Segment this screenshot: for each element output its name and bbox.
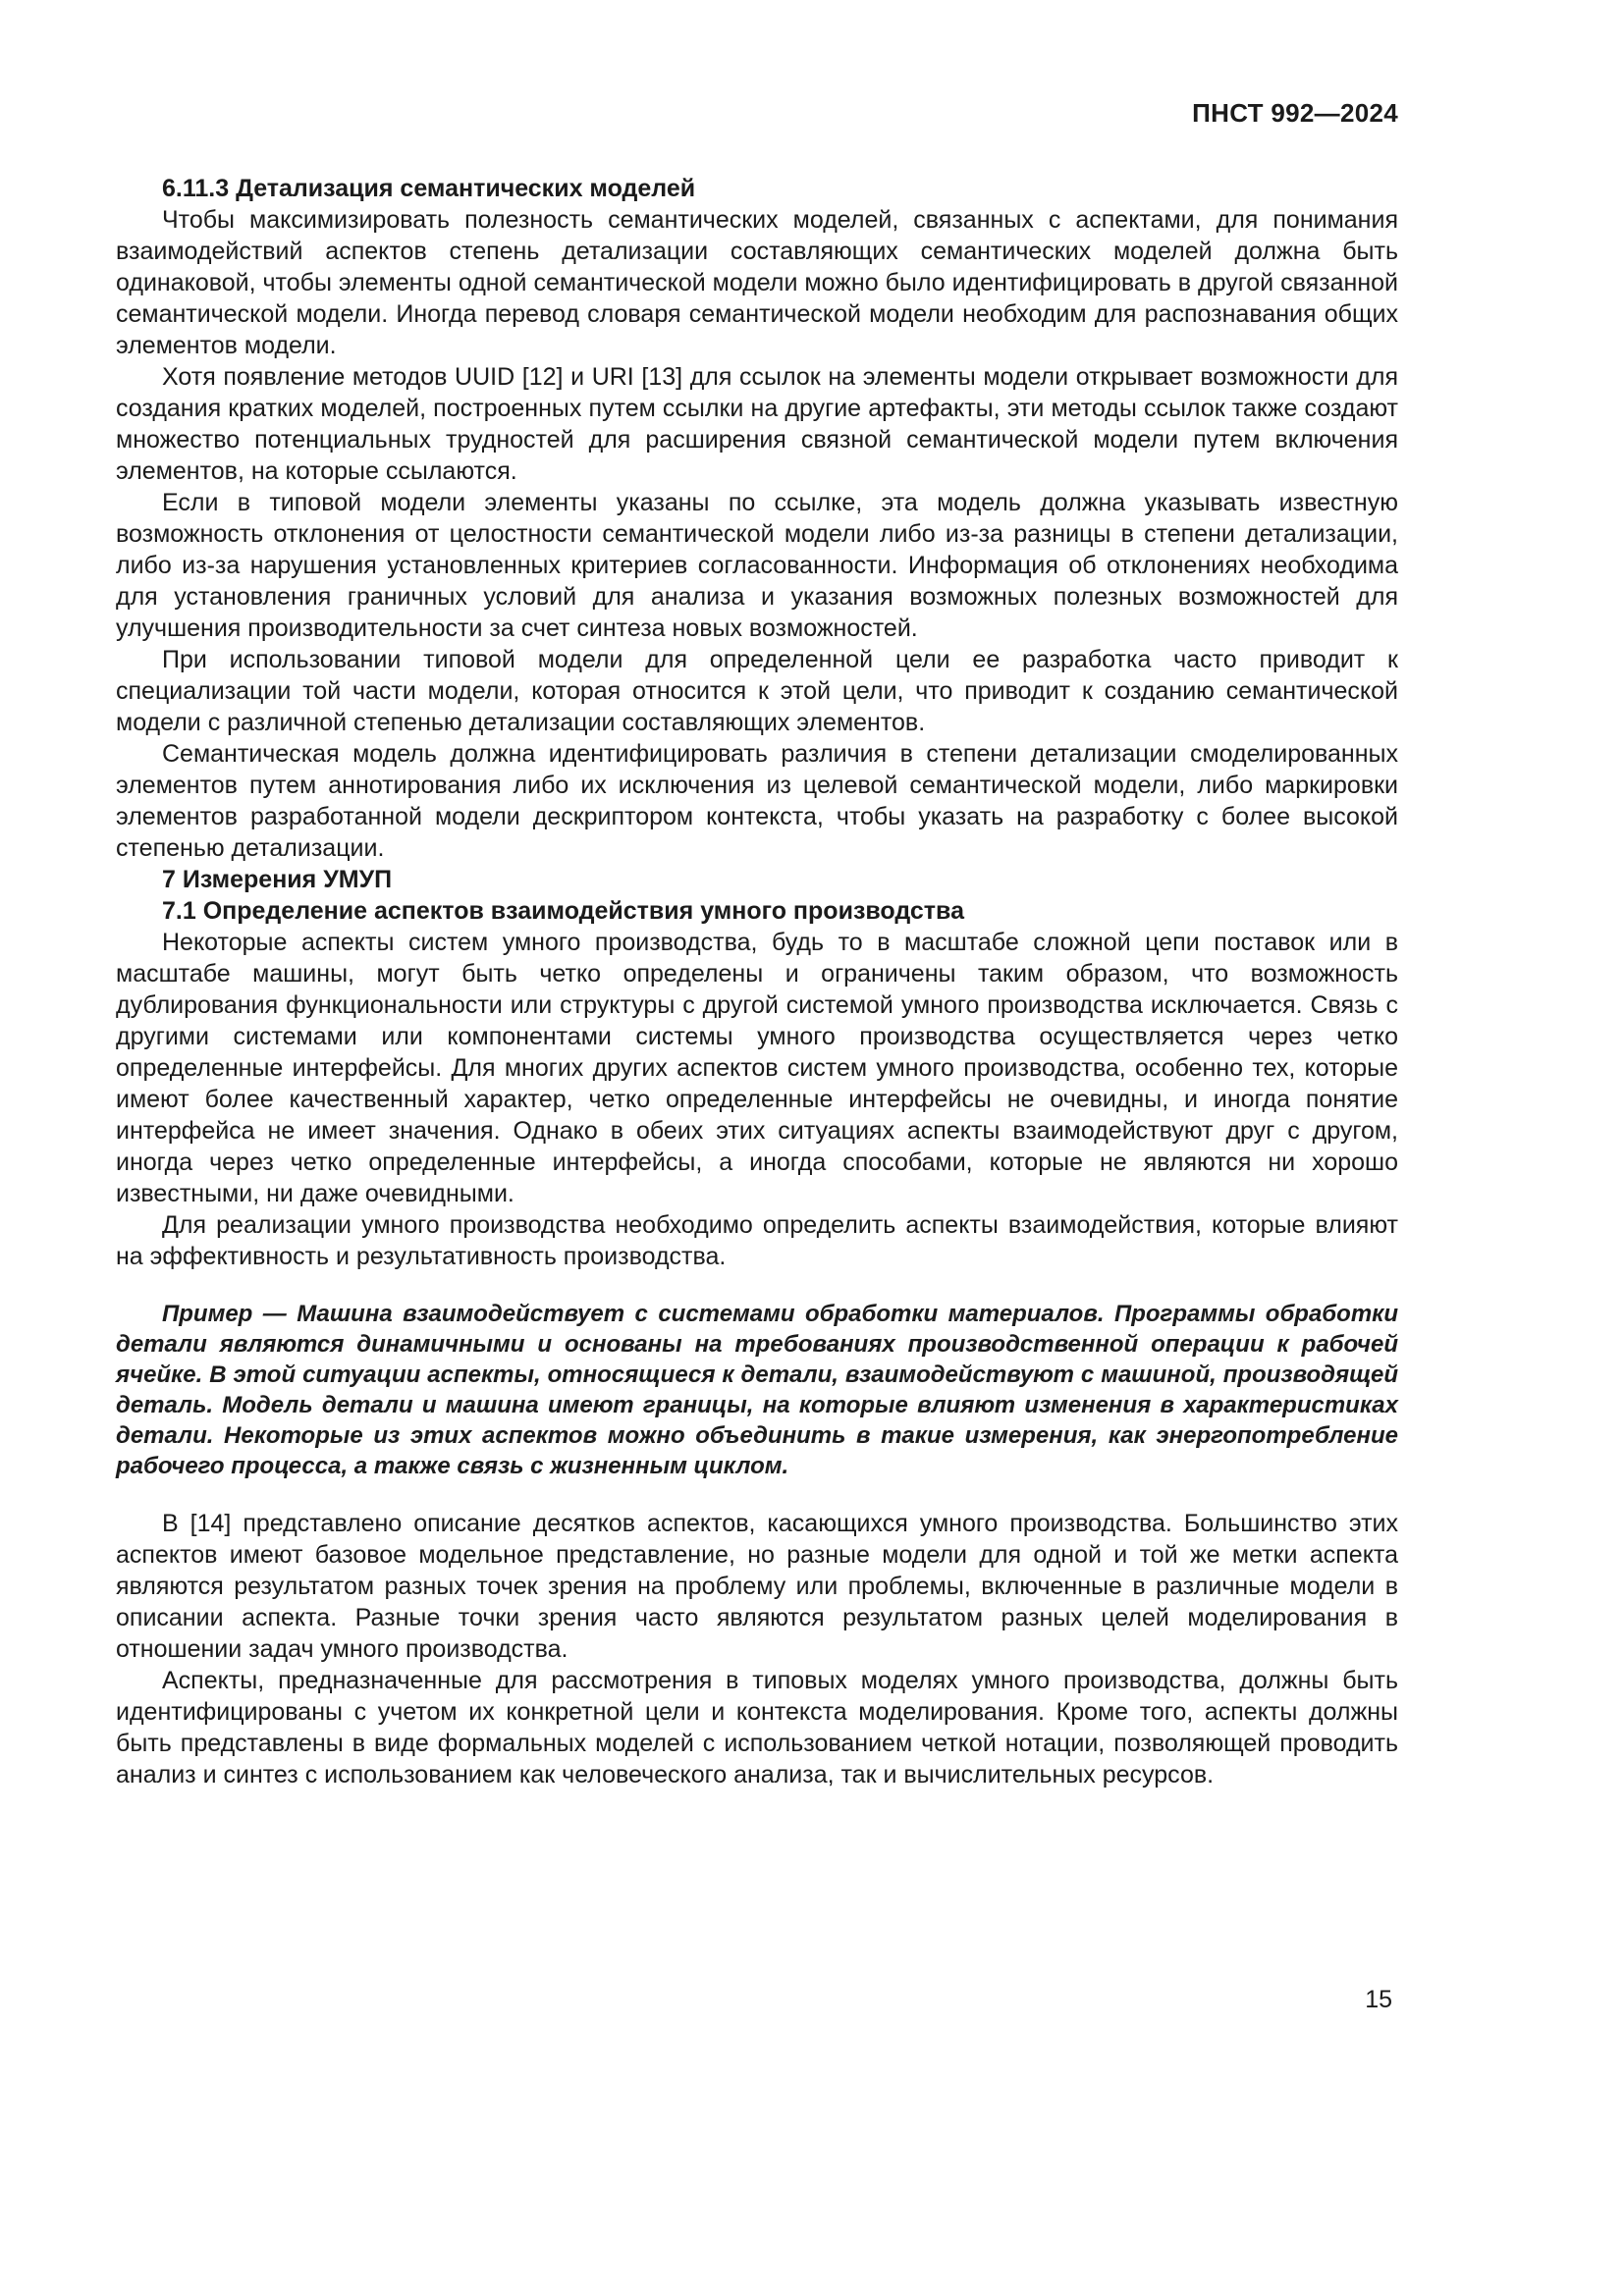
example-block: Пример — Машина взаимодействует с системами обработки материалов. Программы обработки детали являются динамичными и основаны на требованиях производственной операции к рабочей ячейке. В этой ситуации аспекты, относящиеся к детали, взаимодействуют с машиной, производящей деталь. Модель детали и машина имеют границы, на которые влияют изменения в характеристиках детали. Некоторые из этих аспектов можно объединить в такие измерения, как энергопотребление рабочего процесса, а также связь с жизненным циклом. [116,1301,1398,1479]
heading-6-11-3: 6.11.3 Детализация семантических моделей [162,175,696,202]
paragraph: При использовании типовой модели для определенной цели ее разработка часто приводит к специализации той части модели, которая относится к этой цели, что приводит к созданию семантической модели с различной степенью детализации составляющих элементов. [116,646,1398,736]
paragraph: Если в типовой модели элементы указаны по ссылке, эта модель должна указывать известную возможность отклонения от целостности семантической модели либо из-за разницы в степени детализации, либо из-за нарушения установленных критериев согласованности. Информация об отклонениях необходима для установления граничных условий для анализа и указания возможных полезных возможностей для улучшения производительности за счет синтеза новых возможностей. [116,489,1398,642]
page-number: 15 [1365,1986,1392,2013]
paragraph: Семантическая модель должна идентифицировать различия в степени детализации смоделированных элементов путем аннотирования либо их исключения из целевой семантической модели, либо маркировки элементов разработанной модели дескриптором контекста, чтобы указать на разработку с более высокой степенью детализации. [116,740,1398,862]
paragraph: В [14] представлено описание десятков аспектов, касающихся умного производства. Большинство этих аспектов имеют базовое модельное представление, но разные модели для одной и той же метки аспекта являются результатом разных точек зрения на проблему или проблемы, включенные в различные модели в описании аспекта. Разные точки зрения часто являются результатом разных целей моделирования в отношении задач умного производства. [116,1510,1398,1663]
document-content [116,173,1398,1790]
document-code-header: ПНСТ 992—2024 [1192,98,1398,128]
paragraph: Хотя появление методов UUID [12] и URI [13] для ссылок на элементы модели открывает возможности для создания кратких моделей, построенных путем ссылки на другие артефакты, эти методы ссылок также создают множество потенциальных трудностей для расширения связной семантической модели путем включения элементов, на которые ссылаются. [116,363,1398,485]
heading-7-1: 7.1 Определение аспектов взаимодействия умного производства [162,897,964,925]
paragraph: Аспекты, предназначенные для рассмотрения в типовых моделях умного производства, должны быть идентифицированы с учетом их конкретной цели и контекста моделирования. Кроме того, аспекты должны быть представлены в виде формальных моделей с использованием четкой нотации, позволяющей проводить анализ и синтез с использованием как человеческого анализа, так и вычислительных ресурсов. [116,1667,1398,1789]
heading-section-7: 7 Измерения УМУП [162,866,393,893]
paragraph: Для реализации умного производства необходимо определить аспекты взаимодействия, которые влияют на эффективность и результативность производства. [116,1211,1398,1270]
paragraph: Некоторые аспекты систем умного производства, будь то в масштабе сложной цепи поставок или в масштабе машины, могут быть четко определены и ограничены таким образом, что возможность дублирования функциональности или структуры с другой системой умного производства исключается. Связь с другими системами или компонентами системы умного производства осуществляется через четко определенные интерфейсы. Для многих других аспектов систем умного производства, особенно тех, которые имеют более качественный характер, четко определенные интерфейсы не очевидны, и иногда понятие интерфейса не имеет значения. Однако в обеих этих ситуациях аспекты взаимодействуют друг с другом, иногда через четко определенные интерфейсы, а иногда способами, которые не являются ни хорошо известными, ни даже очевидными. [116,929,1398,1207]
paragraph: Чтобы максимизировать полезность семантических моделей, связанных с аспектами, для понимания взаимодействий аспектов степень детализации составляющих семантических моделей должна быть одинаковой, чтобы элементы одной семантической модели можно было идентифицировать в другой связанной семантической модели. Иногда перевод словаря семантической модели необходим для распознавания общих элементов модели. [116,206,1398,359]
